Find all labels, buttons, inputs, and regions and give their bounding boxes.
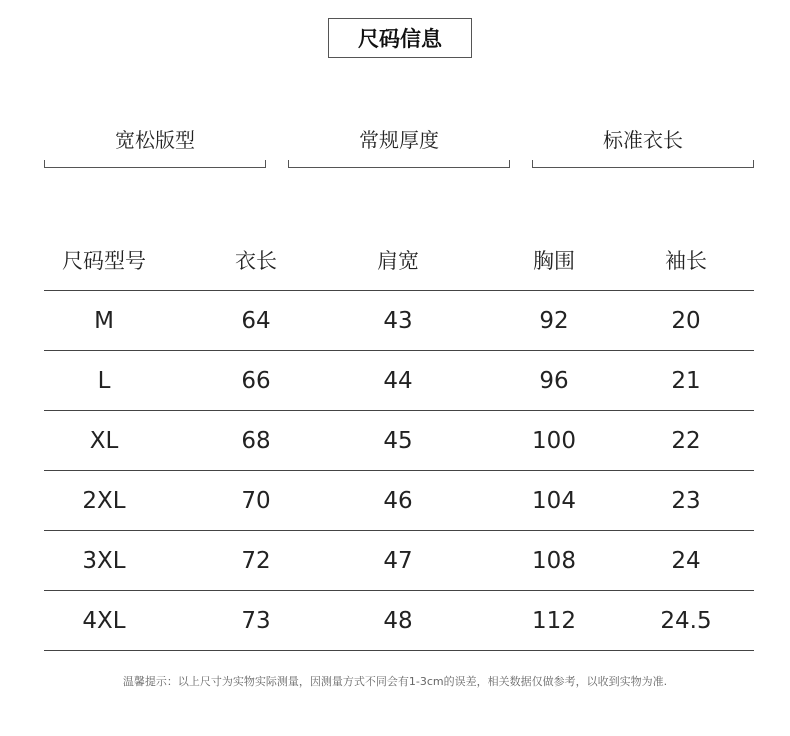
feature-label: 宽松版型: [115, 128, 195, 152]
cell-chest: 108: [532, 547, 576, 574]
table-row: [44, 531, 754, 591]
cell-size: 4XL: [82, 607, 126, 634]
footnote: 温馨提示：以上尺寸为实物实际测量，因测量方式不同会有1-3cm的误差，相关数据仅做参考，以收到实物为准.: [122, 675, 668, 688]
cell-length: 70: [241, 487, 271, 514]
cell-shoulder: 48: [383, 607, 413, 634]
cell-length: 64: [241, 307, 271, 334]
feature-fit: [44, 120, 266, 170]
cell-chest: 96: [539, 367, 569, 394]
cell-size: L: [97, 367, 111, 394]
cell-size: 3XL: [82, 547, 126, 574]
cell-shoulder: 44: [383, 367, 413, 394]
header-length: 衣长: [235, 249, 277, 273]
cell-length: 66: [241, 367, 271, 394]
cell-sleeve: 20: [671, 307, 701, 334]
table-row: [44, 471, 754, 531]
header-shoulder: 肩宽: [377, 249, 419, 273]
cell-shoulder: 45: [383, 427, 413, 454]
cell-chest: 112: [532, 607, 576, 634]
cell-chest: 92: [539, 307, 569, 334]
feature-thickness: [288, 120, 510, 170]
cell-sleeve: 24.5: [660, 607, 712, 634]
cell-sleeve: 24: [671, 547, 701, 574]
size-table: [44, 230, 754, 651]
table-row: [44, 411, 754, 471]
feature-label: 常规厚度: [359, 128, 439, 152]
feature-label: 标准衣长: [603, 128, 683, 152]
cell-size: XL: [89, 427, 119, 454]
cell-sleeve: 22: [671, 427, 701, 454]
cell-length: 68: [241, 427, 271, 454]
cell-size: 2XL: [82, 487, 126, 514]
table-row: [44, 351, 754, 411]
table-header-row: [44, 230, 754, 291]
table-row: [44, 591, 754, 651]
cell-chest: 104: [532, 487, 576, 514]
cell-length: 73: [241, 607, 271, 634]
cell-chest: 100: [532, 427, 576, 454]
feature-bracket-line: [288, 160, 510, 168]
cell-sleeve: 21: [671, 367, 701, 394]
feature-bracket-line: [44, 160, 266, 168]
cell-shoulder: 46: [383, 487, 413, 514]
header-sleeve: 袖长: [665, 249, 707, 273]
feature-bracket-line: [532, 160, 754, 168]
page-title: 尺码信息: [328, 18, 472, 58]
header-chest: 胸围: [533, 249, 575, 273]
feature-length: [532, 120, 754, 170]
cell-size: M: [94, 307, 114, 334]
cell-shoulder: 47: [383, 547, 413, 574]
header-size: 尺码型号: [62, 249, 146, 273]
cell-length: 72: [241, 547, 271, 574]
cell-shoulder: 43: [383, 307, 413, 334]
table-row: [44, 291, 754, 351]
cell-sleeve: 23: [671, 487, 701, 514]
